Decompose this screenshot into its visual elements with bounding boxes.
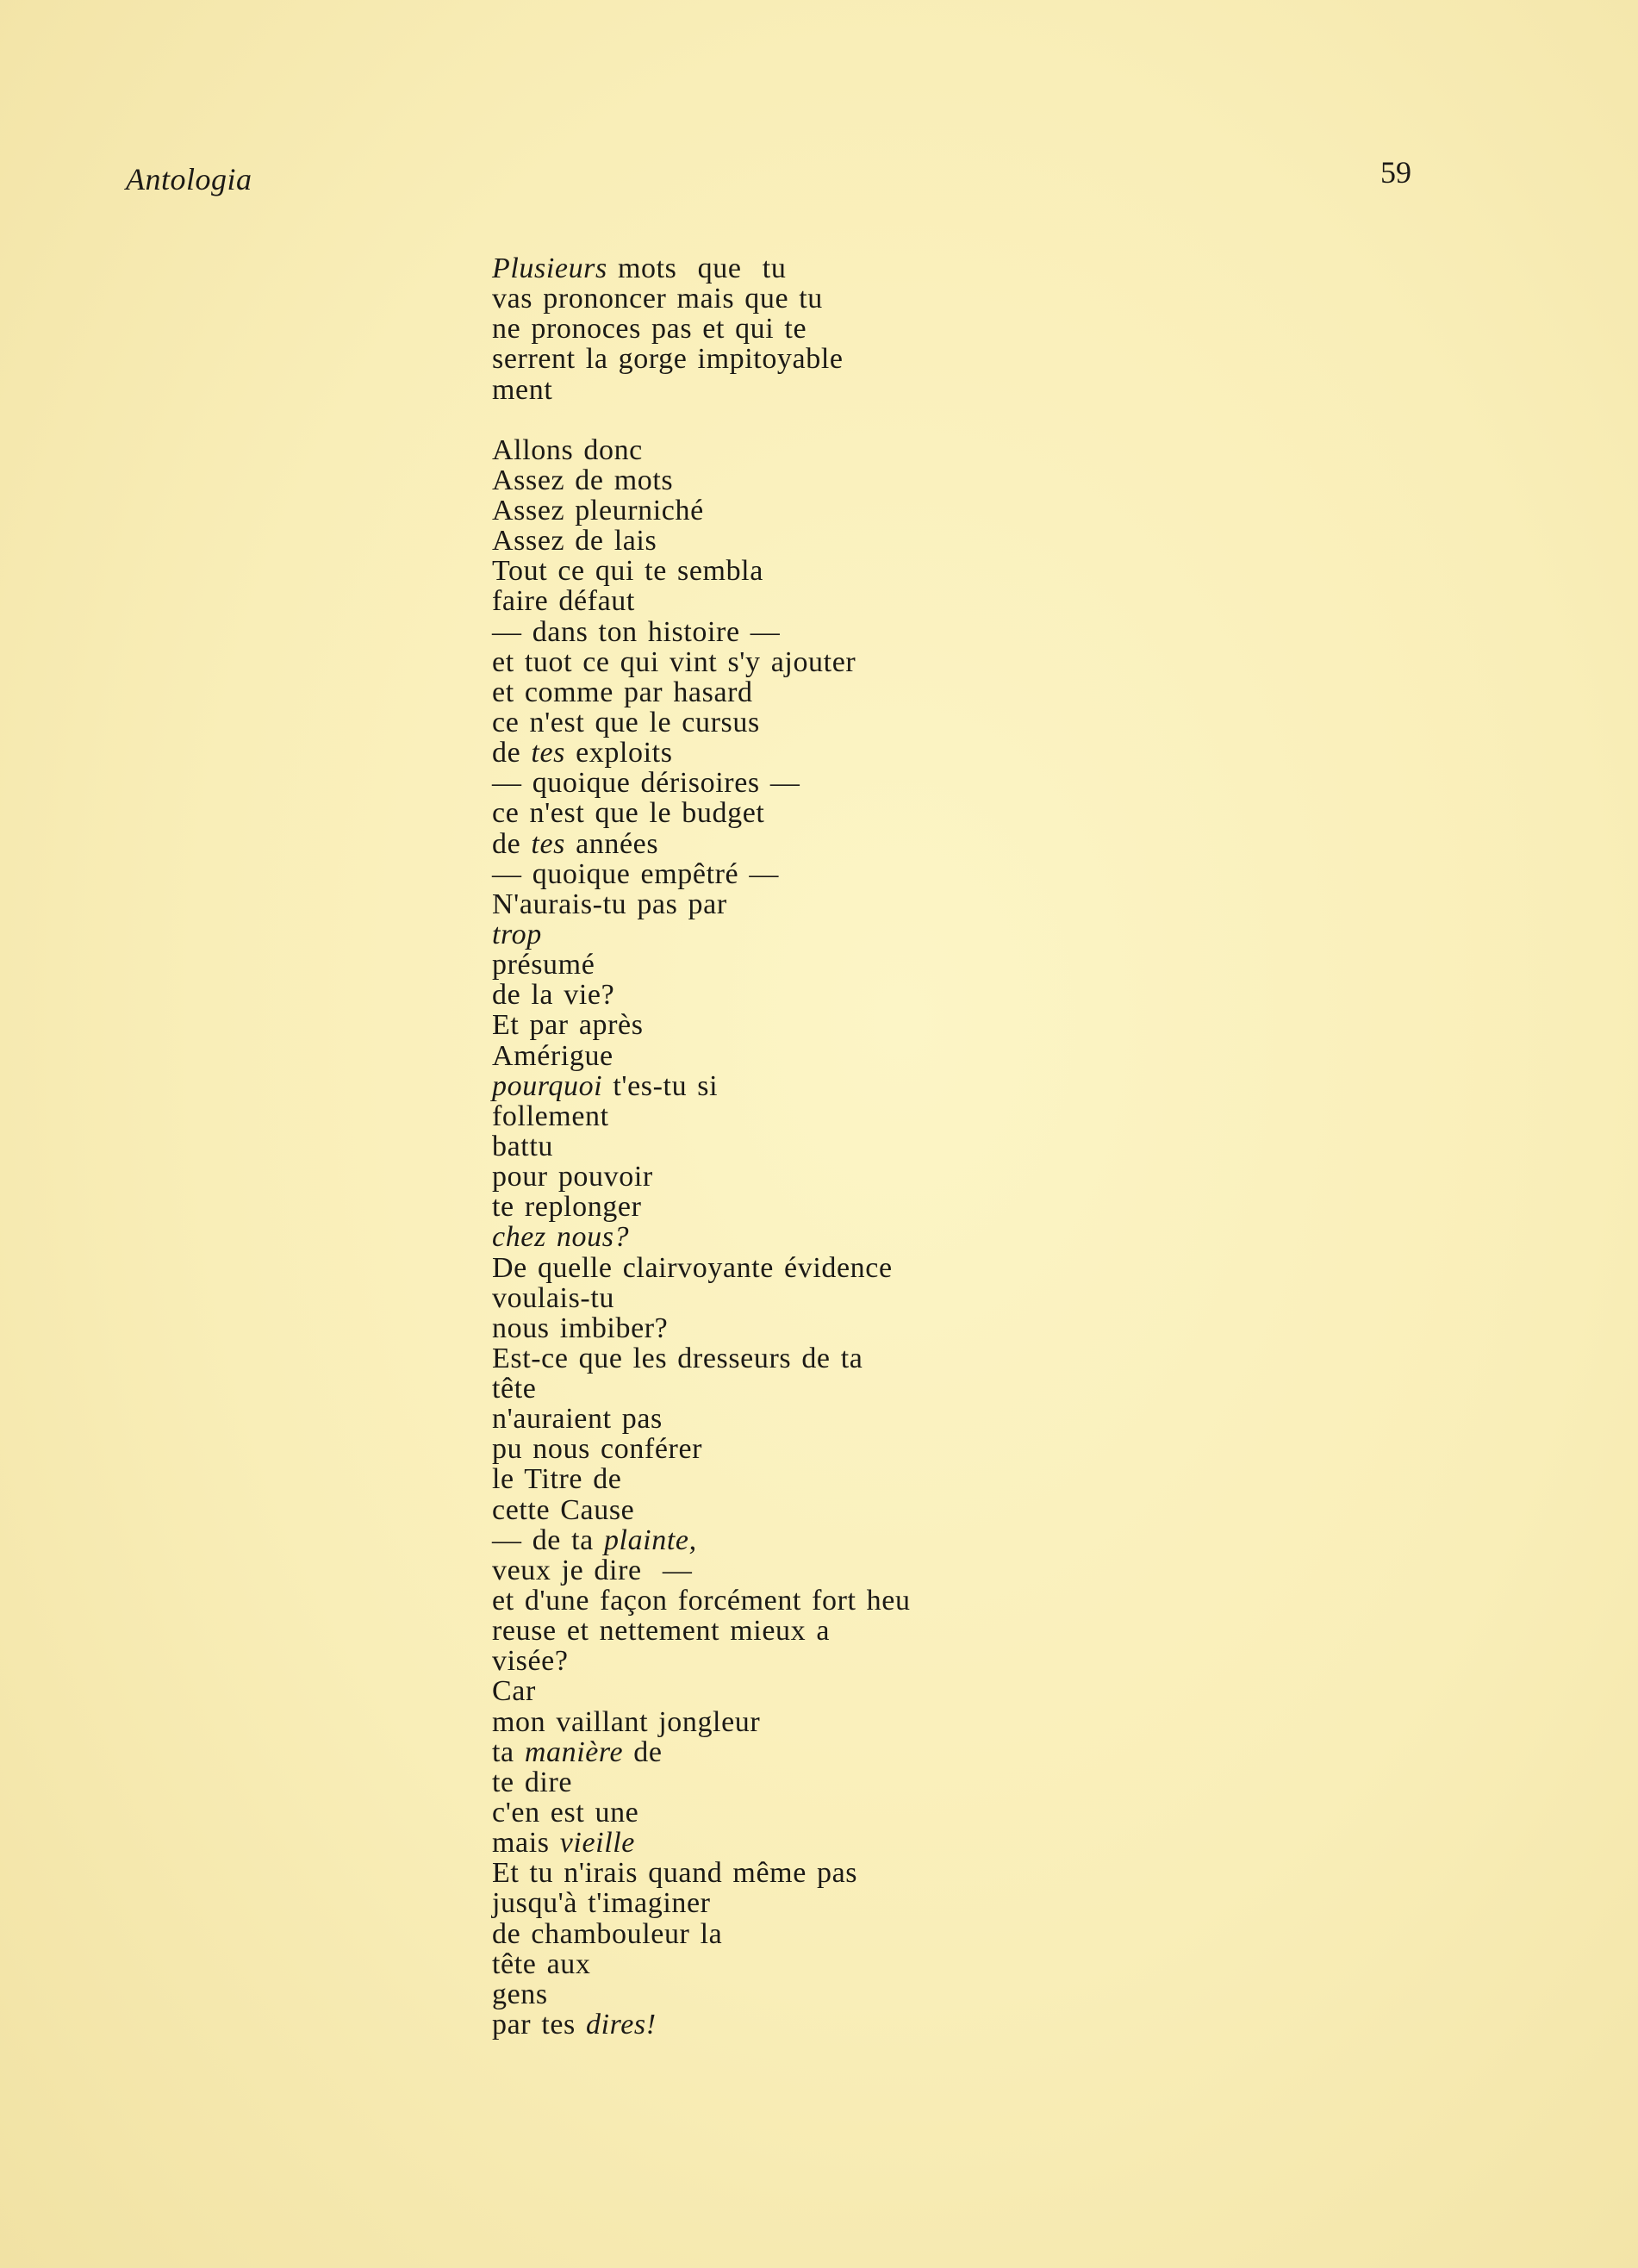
- poem-line: [492, 1737, 1440, 1767]
- text: Assez pleurniché: [492, 494, 704, 526]
- poem-line: [492, 980, 1440, 1010]
- text: voulais-tu: [492, 1281, 614, 1314]
- text: Et par après: [492, 1009, 644, 1042]
- text: tête aux: [492, 1947, 591, 1980]
- poem-line: [492, 2009, 1440, 2040]
- poem-line: [492, 647, 1440, 677]
- poem-line: [492, 738, 1440, 768]
- italic-text: plainte,: [603, 1523, 697, 1556]
- italic-text: trop: [492, 918, 542, 950]
- text: et tuot ce qui vint s'y ajouter: [492, 645, 856, 678]
- text: ta: [492, 1735, 525, 1768]
- poem-line: [492, 526, 1440, 556]
- text: visée?: [492, 1645, 569, 1678]
- poem-line: [492, 1949, 1440, 1979]
- poem-line: [492, 1192, 1440, 1222]
- text: battu: [492, 1130, 553, 1162]
- text: cette Cause: [492, 1493, 635, 1526]
- poem-line: [492, 1979, 1440, 2009]
- text: reuse et nettement mieux a: [492, 1615, 831, 1648]
- text: pour pouvoir: [492, 1161, 653, 1193]
- text: ne pronoces pas et qui te: [492, 313, 807, 346]
- text: Assez de lais: [492, 525, 657, 558]
- text: présumé: [492, 949, 595, 981]
- text: ment: [492, 373, 553, 406]
- text: de: [623, 1735, 663, 1768]
- poem-line: [492, 1767, 1440, 1798]
- italic-text: chez nous?: [492, 1221, 630, 1254]
- text: — dans ton histoire —: [492, 615, 781, 648]
- text: mots que tu: [607, 252, 787, 284]
- poem-line: [492, 677, 1440, 707]
- running-title: Antologia: [126, 162, 252, 196]
- text: Car: [492, 1675, 536, 1708]
- text: de chambouleur la: [492, 1917, 723, 1950]
- poem-line: [492, 1586, 1440, 1616]
- poem-line: [492, 495, 1440, 526]
- text: te replonger: [492, 1191, 642, 1224]
- poem-line: [492, 798, 1440, 828]
- text: et d'une façon forcément fort heu: [492, 1585, 911, 1617]
- page-number: 59: [1380, 155, 1411, 190]
- poem-line: [492, 919, 1440, 950]
- text: t'es-tu si: [602, 1069, 719, 1102]
- italic-text: tes: [531, 827, 565, 860]
- text: c'en est une: [492, 1797, 639, 1829]
- text: et comme par hasard: [492, 676, 753, 708]
- text: années: [564, 827, 659, 860]
- text: — quoique dérisoires —: [492, 767, 800, 800]
- text: Assez de mots: [492, 464, 674, 496]
- text: tête: [492, 1373, 537, 1405]
- italic-text: tes: [531, 737, 565, 770]
- italic-text: pourquoi: [492, 1069, 603, 1102]
- text: ce n'est que le budget: [492, 797, 765, 830]
- poem-line: [492, 829, 1440, 859]
- poem-line: [492, 1343, 1440, 1374]
- poem-line: [492, 1495, 1440, 1525]
- text: jusqu'à t'imaginer: [492, 1887, 711, 1920]
- text: par tes: [492, 2009, 586, 2041]
- text: serrent la gorge impitoyable: [492, 343, 844, 376]
- text: Et tu n'irais quand même pas: [492, 1857, 858, 1890]
- text: le Titre de: [492, 1463, 622, 1496]
- poem-line: [492, 586, 1440, 616]
- text: N'aurais-tu pas par: [492, 888, 727, 920]
- text: mon vaillant jongleur: [492, 1705, 761, 1738]
- poem-line: [492, 556, 1440, 586]
- poem-line: [492, 707, 1440, 738]
- poem-line: [492, 1888, 1440, 1918]
- text: De quelle clairvoyante évidence: [492, 1251, 893, 1284]
- poem-line: [492, 1162, 1440, 1192]
- text: gens: [492, 1978, 548, 2010]
- poem-line: [492, 1374, 1440, 1404]
- poem-line: [492, 1041, 1440, 1071]
- poem-line: [492, 1676, 1440, 1706]
- text: pu nous conférer: [492, 1433, 703, 1466]
- poem-line: [492, 253, 1440, 284]
- poem-line: [492, 284, 1440, 314]
- poem-line: [492, 1919, 1440, 1949]
- text: mais: [492, 1827, 560, 1860]
- italic-text: Plusieurs: [492, 252, 607, 284]
- poem-line: [492, 314, 1440, 344]
- text: vas prononcer mais que tu: [492, 283, 823, 315]
- poem-line: [492, 1313, 1440, 1343]
- poem-line: [492, 1071, 1440, 1101]
- text: de: [492, 737, 532, 770]
- poem-line: [492, 1707, 1440, 1737]
- text: Tout ce qui te sembla: [492, 555, 763, 588]
- poem-line: [492, 768, 1440, 798]
- text: faire défaut: [492, 585, 635, 618]
- italic-text: manière: [524, 1735, 624, 1768]
- text: de la vie?: [492, 979, 615, 1012]
- text: — de ta: [492, 1523, 604, 1556]
- poem-line: [492, 1404, 1440, 1434]
- poem-line: [492, 375, 1440, 405]
- poem-line: [492, 1253, 1440, 1283]
- text: Est-ce que les dresseurs de ta: [492, 1342, 863, 1374]
- poem-line: [492, 1828, 1440, 1858]
- poem-line: [492, 1434, 1440, 1464]
- poem-line: [492, 1555, 1440, 1586]
- poem-line: [492, 1283, 1440, 1313]
- text: exploits: [564, 737, 673, 770]
- poem-line: [492, 950, 1440, 980]
- poem-line: [492, 344, 1440, 374]
- poem-stanza: [492, 435, 1440, 2040]
- text: — quoique empêtré —: [492, 857, 779, 890]
- text: veux je dire —: [492, 1554, 693, 1586]
- poem-line: [492, 435, 1440, 465]
- italic-text: dires!: [585, 2009, 657, 2041]
- poem-line: [492, 889, 1440, 919]
- text: Amérigue: [492, 1039, 613, 1072]
- italic-text: vieille: [559, 1827, 635, 1860]
- poem-line: [492, 859, 1440, 889]
- text: n'auraient pas: [492, 1403, 663, 1436]
- poem-body: [492, 253, 1440, 2040]
- poem-line: [492, 1858, 1440, 1888]
- poem-line: [492, 1101, 1440, 1131]
- poem-line: [492, 1131, 1440, 1162]
- text: de: [492, 827, 532, 860]
- poem-stanza: [492, 253, 1440, 405]
- poem-line: [492, 617, 1440, 647]
- poem-line: [492, 1646, 1440, 1676]
- text: nous imbiber?: [492, 1312, 669, 1344]
- text: follement: [492, 1100, 609, 1132]
- poem-line: [492, 1525, 1440, 1555]
- poem-line: [492, 1010, 1440, 1040]
- text: Allons donc: [492, 433, 643, 466]
- poem-line: [492, 1798, 1440, 1828]
- text: ce n'est que le cursus: [492, 706, 760, 738]
- poem-line: [492, 1464, 1440, 1494]
- poem-line: [492, 1222, 1440, 1252]
- text: te dire: [492, 1766, 573, 1798]
- poem-line: [492, 465, 1440, 495]
- poem-line: [492, 1616, 1440, 1646]
